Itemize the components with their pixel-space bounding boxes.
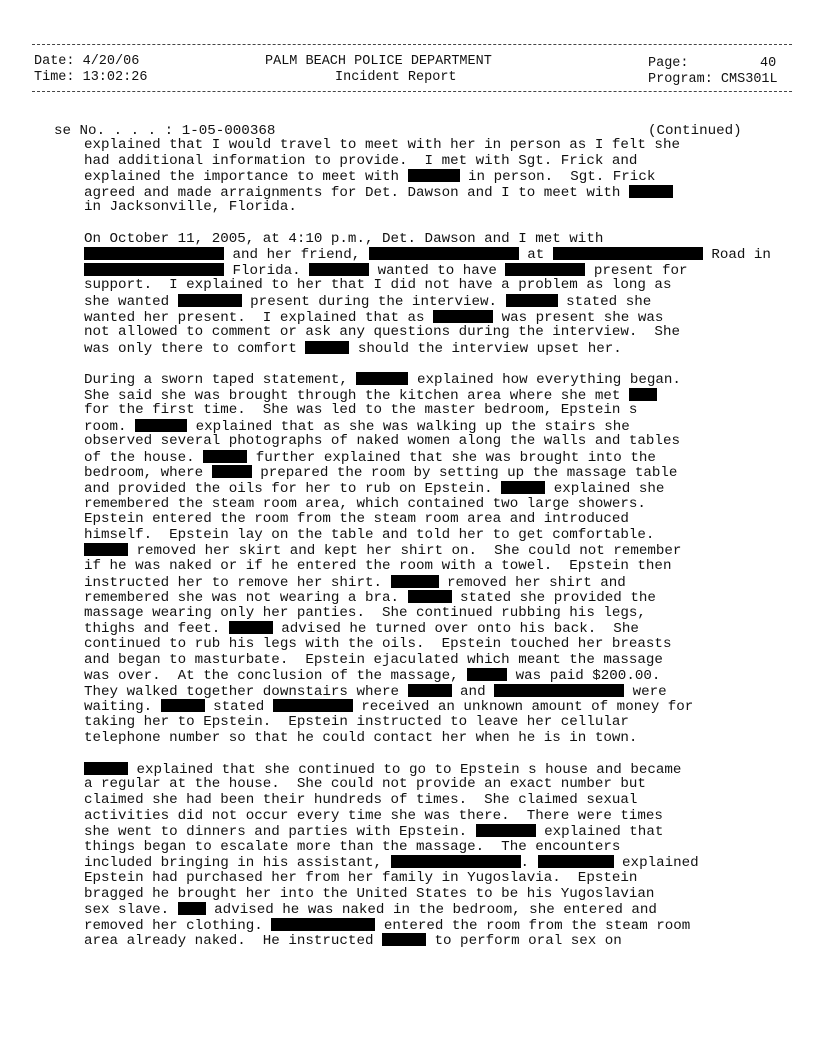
text-segment: observed several photographs of naked women along the walls and tables [84, 433, 680, 450]
redaction-block [271, 918, 375, 931]
text-segment: not allowed to comment or ask any questions during the interview. She [84, 324, 680, 341]
text-segment: present for [585, 262, 688, 279]
header-rule-top [32, 44, 792, 45]
page-label: Page: [648, 56, 689, 71]
redaction-block [467, 668, 507, 681]
text-line [84, 918, 804, 934]
header-rule-bottom [32, 91, 792, 92]
text-line [84, 575, 804, 591]
text-line [84, 606, 804, 622]
redaction-block [273, 699, 353, 712]
text-line [84, 263, 804, 279]
text-segment: She said she was brought through the kitchen area where she met [84, 387, 629, 404]
text-line [84, 621, 804, 637]
text-line [84, 200, 804, 216]
text-segment: agreed and made arraignments for Det. Dawson and I to meet with [84, 184, 629, 201]
text-segment: further explained that she was brought into the [247, 449, 656, 466]
text-segment: explained she [545, 481, 665, 498]
text-line [84, 419, 804, 435]
text-line [84, 512, 804, 528]
text-segment: remembered she was not wearing a bra. [84, 590, 408, 607]
text-segment: stated she provided the [451, 590, 656, 607]
text-segment: removed her shirt and [438, 574, 626, 591]
text-segment: room. [84, 418, 136, 435]
text-segment: and [451, 683, 495, 700]
text-line [84, 887, 804, 903]
text-segment: bragged he brought her into the United States to be his Yugoslavian [84, 885, 655, 902]
paragraph [84, 232, 804, 357]
redaction-block [382, 933, 426, 946]
redaction-block [212, 465, 252, 478]
text-segment: . [520, 855, 538, 872]
redaction-block [178, 902, 206, 915]
text-segment: wanted her present. I explained that as [84, 309, 434, 326]
text-segment: Florida. [224, 262, 310, 279]
redaction-block [391, 575, 439, 588]
redaction-block [391, 855, 521, 868]
text-segment: prepared the room by setting up the massage table [251, 465, 678, 482]
page-number: 40 [760, 56, 777, 71]
text-segment: removed her clothing. [84, 917, 272, 934]
paragraph [84, 762, 804, 949]
text-segment: wanted to have [369, 262, 506, 279]
redaction-block [178, 294, 242, 307]
text-segment: for the first time. She was led to the master bedroom, Epstein s [84, 402, 638, 419]
text-line [84, 824, 804, 840]
text-segment: a regular at the house. She could not provide an exact number but [84, 776, 646, 793]
text-line [84, 855, 804, 871]
redaction-block [135, 419, 187, 432]
text-segment: explained that she continued to go to Epstein s house and became [128, 761, 682, 778]
paragraph-gap [84, 746, 804, 762]
text-segment: in person. Sgt. Frick [459, 169, 656, 186]
text-line [84, 325, 804, 341]
text-line [84, 403, 804, 419]
case-number: se No. . . . : 1-05-000368 [54, 123, 276, 139]
text-line [84, 543, 804, 559]
text-segment: stated [204, 699, 273, 716]
text-segment: present during the interview. [241, 293, 506, 310]
redaction-block [505, 263, 585, 276]
redaction-block [553, 247, 703, 260]
redaction-block [84, 762, 128, 775]
text-segment: area already naked. He instructed [84, 933, 382, 950]
text-line [84, 278, 804, 294]
text-segment: remembered the steam room area, which contained two large showers. [84, 495, 646, 512]
text-segment: massage wearing only her panties. She continued rubbing his legs, [84, 604, 646, 621]
text-segment: she went to dinners and parties with Epstein. [84, 824, 476, 841]
text-line [84, 902, 804, 918]
text-segment: instructed her to remove her shirt. [84, 574, 391, 591]
text-line [84, 777, 804, 793]
redaction-block [476, 824, 536, 837]
text-segment: bedroom, where [84, 465, 212, 482]
text-segment: sex slave. [84, 902, 178, 919]
redaction-block [433, 310, 493, 323]
text-segment: On October 11, 2005, at 4:10 p.m., Det. Dawson and I met with [84, 230, 604, 247]
text-line [84, 154, 804, 170]
text-line [84, 481, 804, 497]
text-line [84, 450, 804, 466]
text-segment: stated she [557, 293, 652, 310]
text-line [84, 528, 804, 544]
text-segment: things began to escalate more than the massage. The encounters [84, 838, 621, 855]
text-segment: at [518, 247, 553, 264]
text-segment: of the house. [84, 449, 204, 466]
text-segment: Epstein entered the room from the steam room area and introduced [84, 511, 629, 528]
text-segment: was only there to comfort [84, 340, 306, 357]
text-segment: They walked together downstairs where [84, 683, 408, 700]
redaction-block [84, 543, 128, 556]
text-segment: telephone number so that he could contact her when he is in town. [84, 729, 638, 746]
text-segment: advised he turned over onto his back. She [272, 621, 639, 638]
text-segment: and provided the oils for her to rub on Epstein. [84, 481, 502, 498]
text-segment: she wanted [84, 293, 178, 310]
paragraph-gap [84, 356, 804, 372]
text-segment: were [624, 683, 667, 700]
text-segment: received an unknown amount of money for [352, 699, 694, 716]
text-line [84, 169, 804, 185]
continued-label: (Continued) [648, 123, 742, 139]
report-date: Date: 4/20/06 [34, 54, 140, 69]
redaction-block [369, 247, 519, 260]
text-line [84, 185, 804, 201]
text-line [84, 388, 804, 404]
text-line [84, 372, 804, 388]
text-segment: explained how everything began. [408, 371, 681, 388]
text-segment: was paid $200.00. [507, 668, 661, 685]
text-line [84, 637, 804, 653]
text-line [84, 715, 804, 731]
redaction-block [229, 621, 273, 634]
text-line [84, 809, 804, 825]
text-segment: had additional information to provide. I met with Sgt. Frick and [84, 152, 638, 169]
text-segment: continued to rub his legs with the oils. Epstein touched her breasts [84, 636, 672, 652]
text-line [84, 294, 804, 310]
text-segment: activities did not occur every time she was there. There were times [84, 807, 663, 824]
text-segment: explained the importance to meet with [84, 169, 408, 186]
text-segment: was over. At the conclusion of the massage, [84, 668, 468, 685]
text-line [84, 341, 804, 357]
text-line [84, 653, 804, 669]
text-segment: entered the room from the steam room [375, 917, 691, 934]
narrative-body [84, 138, 804, 949]
redaction-block [629, 185, 673, 198]
text-line [84, 247, 804, 263]
text-line [84, 684, 804, 700]
text-line [84, 731, 804, 747]
text-segment: thighs and feet. [84, 621, 229, 638]
redaction-block [84, 263, 224, 276]
redaction-block [538, 855, 614, 868]
text-line [84, 232, 804, 248]
redaction-block [84, 247, 224, 260]
program-code: Program: CMS301L [648, 72, 778, 87]
text-segment: Epstein had purchased her from her family in Yugoslavia. Epstein [84, 869, 638, 886]
text-line [84, 559, 804, 575]
text-segment: to perform oral sex on [426, 933, 622, 950]
text-line [84, 762, 804, 778]
text-line [84, 793, 804, 809]
text-segment: Road in [702, 247, 771, 264]
redaction-block [408, 169, 460, 182]
text-line [84, 871, 804, 887]
paragraph-gap [84, 216, 804, 232]
text-segment: himself. Epstein lay on the table and told her to get comfortable. [84, 526, 655, 543]
text-line [84, 699, 804, 715]
text-line [84, 310, 804, 326]
text-segment: included bringing in his assistant, [84, 855, 391, 872]
text-line [84, 497, 804, 513]
paragraph [84, 138, 804, 216]
text-line [84, 590, 804, 606]
redaction-block [506, 294, 558, 307]
redaction-block [305, 341, 349, 354]
text-line [84, 465, 804, 481]
text-segment: if he was naked or if he entered the room with a towel. Epstein then [84, 558, 672, 575]
text-segment: During a sworn taped statement, [84, 371, 357, 388]
text-segment: explained that [535, 824, 664, 841]
text-segment: advised he was naked in the bedroom, she entered and [205, 902, 657, 919]
text-line [84, 840, 804, 856]
text-segment: in Jacksonville, Florida. [84, 199, 297, 216]
redaction-block [408, 590, 452, 603]
redaction-block [161, 699, 205, 712]
text-line [84, 668, 804, 684]
report-time: Time: 13:02:26 [34, 70, 148, 85]
redaction-block [203, 450, 247, 463]
text-segment: explained [613, 855, 699, 872]
text-segment: waiting. [84, 699, 161, 716]
text-segment: claimed she had been their hundreds of times. She claimed sexual [84, 791, 638, 808]
text-line [84, 434, 804, 450]
department-name: PALM BEACH POLICE DEPARTMENT [265, 54, 492, 69]
text-segment: removed her skirt and kept her shirt on. She could not remember [128, 543, 682, 560]
redaction-block [309, 263, 369, 276]
text-segment: and her friend, [224, 247, 369, 264]
text-segment: was present she was [493, 309, 664, 326]
text-line [84, 138, 804, 154]
redaction-block [629, 388, 657, 401]
text-segment: explained that I would travel to meet with her in person as I felt she [84, 137, 680, 153]
text-segment: and began to masturbate. Epstein ejaculated which meant the massage [84, 651, 663, 668]
redaction-block [356, 372, 408, 385]
redaction-block [408, 684, 452, 697]
text-line [84, 933, 804, 949]
text-segment: support. I explained to her that I did not have a problem as long as [84, 277, 672, 294]
report-type: Incident Report [335, 70, 457, 85]
paragraph [84, 372, 804, 746]
text-segment: explained that as she was walking up the stairs she [187, 418, 630, 435]
text-segment: taking her to Epstein. Epstein instructed to leave her cellular [84, 713, 629, 730]
text-segment: should the interview upset her. [349, 340, 622, 357]
redaction-block [501, 481, 545, 494]
redaction-block [494, 684, 624, 697]
